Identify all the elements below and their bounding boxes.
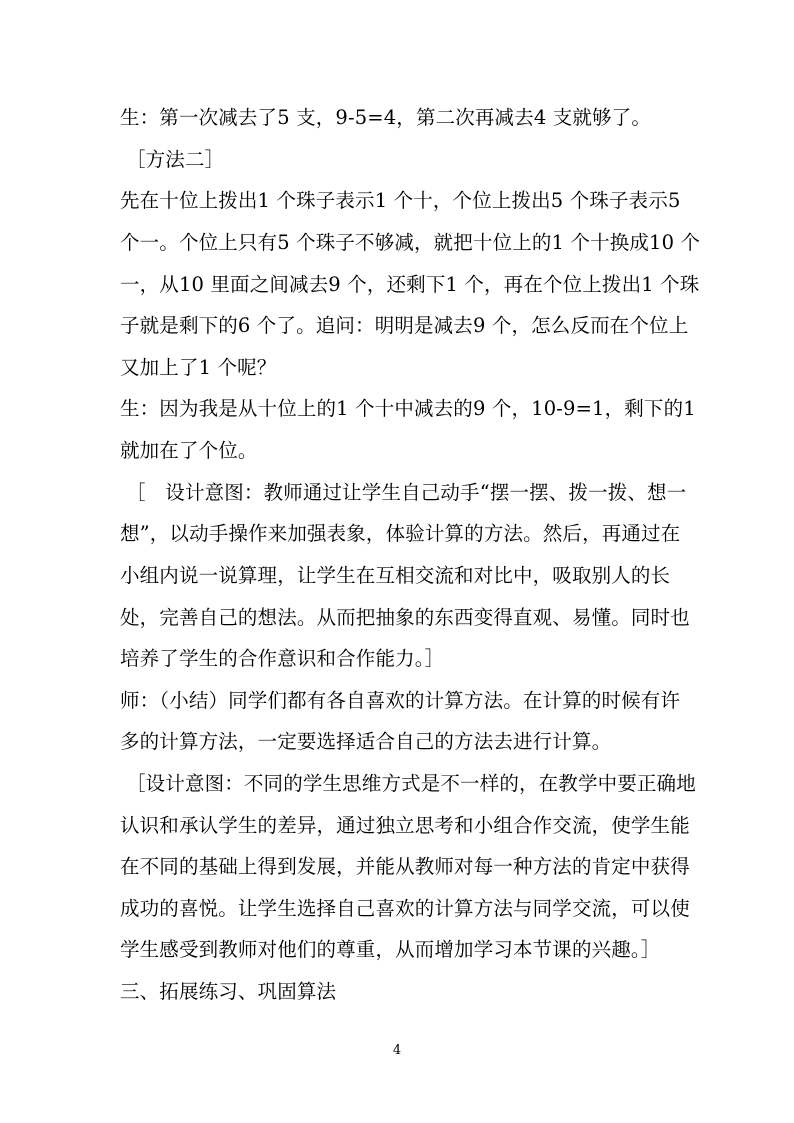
text-line: 子就是剩下的6 个了。追问：明明是减去9 个，怎么反而在个位上 (120, 314, 689, 337)
text-line: 又加上了1 个呢？ (120, 356, 277, 379)
text-line: 一，从10 里面之间减去9 个，还剩下1 个，再在个位上拨出1 个珠 (120, 273, 700, 296)
text-line: 培养了学生的合作意识和合作能力。］ (120, 647, 445, 670)
text-line: 师：（小结）同学们都有各自喜欢的计算方法。在计算的时候有许 (120, 689, 681, 712)
text-line: 认识和承认学生的差异，通过独立思考和小组合作交流，使学生能 (120, 814, 690, 837)
text-line: 在不同的基础上得到发展，并能从教师对每一种方法的肯定中获得 (120, 855, 690, 878)
text-line: 个一。个位上只有5 个珠子不够减，就把十位上的1 个十换成10 个 (120, 231, 701, 254)
section-heading: ［方法二］ (126, 148, 225, 171)
text-line: 先在十位上拨出1 个珠子表示1 个十，个位上拨出5 个珠子表示5 (120, 189, 681, 212)
text-line: 想”，以动手操作来加强表象，体验计算的方法。然后，再通过在 (120, 522, 681, 545)
text-line: 生：第一次减去了5 支，9-5=4，第二次再减去4 支就够了。 (120, 106, 652, 129)
text-line: 成功的喜悦。让学生选择自己喜欢的计算方法与同学交流，可以使 (120, 897, 690, 920)
design-intent-line: ［设计意图：不同的学生思维方式是不一样的，在教学中要正确地 (126, 772, 696, 795)
text-line: 多的计算方法，一定要选择适合自己的方法去进行计算。 (120, 730, 612, 753)
design-intent-line: ［ 设计意图：教师通过让学生自己动手“摆一摆、拨一拨、想一 (126, 481, 687, 504)
text-line: 学生感受到教师对他们的尊重，从而增加学习本节课的兴趣。］ (120, 938, 661, 961)
text-line: 小组内说一说算理，让学生在互相交流和对比中，吸取别人的长 (120, 564, 671, 587)
text-line: 生：因为我是从十位上的1 个十中减去的9 个，10-9=1，剩下的1 (120, 397, 696, 420)
text-line: 就加在了个位。 (120, 439, 258, 462)
section-heading: 三、拓展练习、巩固算法 (120, 980, 337, 1003)
page-number: 4 (392, 1043, 402, 1058)
text-line: 处，完善自己的想法。从而把抽象的东西变得直观、易懂。同时也 (120, 606, 690, 629)
